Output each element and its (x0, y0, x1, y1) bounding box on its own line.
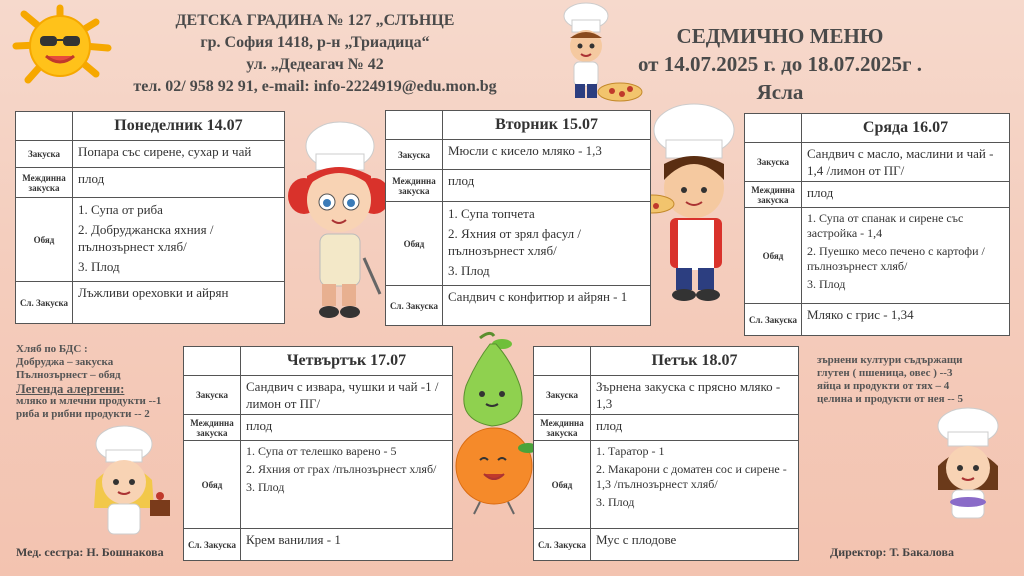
label-breakfast: Закуска (16, 141, 73, 168)
lunch-item: 3. Плод (448, 263, 490, 278)
meal-afternoon-thursday: Крем ванилия - 1 (241, 529, 453, 561)
menu-table-thursday (183, 346, 453, 561)
chef-girl-brown-hair-illustration (922, 406, 1012, 530)
label-afternoon: Сл. Закуска (184, 529, 241, 561)
meal-lunch-thursday (246, 444, 447, 495)
label-afternoon: Сл. Закуска (386, 286, 443, 326)
sun-illustration (8, 4, 114, 88)
menu-group: Ясла (756, 80, 804, 104)
lunch-item: 2. Яхния от грах /пълнозърнест хляб/ (246, 462, 437, 476)
label-snack: Междинна закуска (745, 182, 802, 208)
allergen-1: мляко и млечни продукти --1 (16, 395, 162, 407)
meal-lunch-friday (596, 444, 793, 510)
day-title-monday: Понеделник 14.07 (73, 112, 285, 141)
menu-title: СЕДМИЧНО МЕНЮ (676, 24, 884, 48)
menu-table-tuesday (385, 110, 651, 326)
lunch-item: 2. Яхния от зрял фасул /пълнозърнест хляб/ (448, 226, 581, 258)
label-lunch: Обяд (745, 208, 802, 304)
day-title-friday: Петък 18.07 (591, 347, 799, 376)
bread-and-allergen-notes (16, 343, 186, 421)
meal-lunch-monday (78, 201, 279, 275)
director-signature: Директор: Т. Бакалова (830, 545, 954, 559)
label-snack: Междинна закуска (534, 415, 591, 441)
label-lunch: Обяд (16, 198, 73, 282)
lunch-item: 1. Супа от спанак и сирене със застройка - 1,4 (807, 211, 964, 240)
meal-snack-tuesday: плод (443, 170, 651, 202)
lunch-item: 2. Макарони с доматен сос и сирене - 1,3 /пълнозърнест хляб/ (596, 462, 787, 491)
menu-table-friday (533, 346, 799, 561)
lunch-item: 3. Плод (807, 277, 846, 291)
meal-snack-thursday: плод (241, 415, 453, 441)
label-snack: Междинна закуска (386, 170, 443, 202)
meal-afternoon-friday: Мус с плодове (591, 529, 799, 561)
label-breakfast: Закуска (184, 376, 241, 415)
day-title-thursday: Четвъртък 17.07 (241, 347, 453, 376)
allergen-5: целина и продукти от нея -- 5 (817, 393, 963, 405)
lunch-item: 1. Таратор - 1 (596, 444, 665, 458)
lunch-item: 2. Добруджанска яхния /пълнозърнест хляб/ (78, 222, 214, 254)
bread-note-breakfast: Добруджа – закуска (16, 356, 114, 368)
meal-snack-monday: плод (73, 168, 285, 198)
meal-afternoon-wednesday: Мляко с грис - 1,34 (802, 304, 1010, 336)
lunch-item: 2. Пуешко месо печено с картофи /пълнозърнест хляб/ (807, 244, 985, 273)
menu-table-wednesday (744, 113, 1010, 336)
lunch-item: 3. Плод (596, 495, 635, 509)
allergen-legend-title: Легенда алергени: (16, 381, 125, 396)
menu-date-range: от 14.07.2025 г. до 18.07.2025г . (637, 52, 923, 76)
lunch-item: 1. Супа топчета (448, 206, 535, 221)
lunch-item: 1. Супа от риба (78, 202, 163, 217)
kindergarten-name: ДЕТСКА ГРАДИНА № 127 „СЛЪНЦЕ (175, 12, 455, 29)
label-breakfast: Закуска (386, 140, 443, 170)
allergen-notes-right (817, 354, 1017, 406)
kindergarten-city: гр. София 1418, р-н „Триадица“ (200, 34, 430, 51)
meal-breakfast-tuesday: Мюсли с кисело мляко - 1,3 (443, 140, 651, 170)
pear-and-orange-illustration (450, 330, 542, 516)
label-breakfast: Закуска (534, 376, 591, 415)
label-snack: Междинна закуска (16, 168, 73, 198)
lunch-item: 3. Плод (246, 480, 285, 494)
bread-note-title: Хляб по БДС : (16, 343, 88, 355)
meal-breakfast-monday: Попара със сирене, сухар и чай (73, 141, 285, 168)
kindergarten-header (110, 10, 520, 98)
bread-note-lunch: Пълнозърнест – обяд (16, 369, 121, 381)
meal-snack-wednesday: плод (802, 182, 1010, 208)
lunch-item: 3. Плод (78, 259, 120, 274)
meal-breakfast-friday: Зърнена закуска с прясно мляко - 1,3 (591, 376, 799, 415)
nurse-signature: Мед. сестра: Н. Бошнакова (16, 545, 164, 559)
meal-breakfast-thursday: Сандвич с извара, чушки и чай -1 /лимон от ПГ/ (241, 376, 453, 415)
label-lunch: Обяд (534, 441, 591, 529)
day-title-wednesday: Сряда 16.07 (802, 114, 1010, 143)
allergen-3b: глутен ( пшеница, овес ) --3 (817, 367, 953, 379)
meal-afternoon-tuesday: Сандвич с конфитюр и айрян - 1 (443, 286, 651, 326)
label-afternoon: Сл. Закуска (745, 304, 802, 336)
menu-table-monday (15, 111, 285, 324)
menu-title-block (600, 22, 960, 106)
chef-girl-cake-illustration (76, 424, 176, 542)
meal-breakfast-wednesday: Сандвич с масло, маслини и чай - 1,4 /лимон от ПГ/ (802, 143, 1010, 182)
meal-snack-friday: плод (591, 415, 799, 441)
day-title-tuesday: Вторник 15.07 (443, 111, 651, 140)
kindergarten-street: ул. „Дедеагач № 42 (246, 56, 384, 73)
label-lunch: Обяд (184, 441, 241, 529)
label-afternoon: Сл. Закуска (534, 529, 591, 561)
allergen-2: риба и рибни продукти -- 2 (16, 408, 150, 420)
label-breakfast: Закуска (745, 143, 802, 182)
lunch-item: 1. Супа от телешко варено - 5 (246, 444, 397, 458)
allergen-3a: зърнени култури съдържащи (817, 354, 963, 366)
meal-lunch-wednesday (807, 211, 1004, 292)
kindergarten-contacts: тел. 02/ 958 92 91, e-mail: info-2224919@edu.mon.bg (133, 78, 497, 95)
label-lunch: Обяд (386, 202, 443, 286)
meal-afternoon-monday: Лъжливи ореховки и айрян (73, 282, 285, 324)
allergen-4: яйца и продукти от тях – 4 (817, 380, 950, 392)
meal-lunch-tuesday (448, 205, 645, 279)
label-afternoon: Сл. Закуска (16, 282, 73, 324)
label-snack: Междинна закуска (184, 415, 241, 441)
chef-girl-red-hair-illustration (282, 118, 390, 323)
